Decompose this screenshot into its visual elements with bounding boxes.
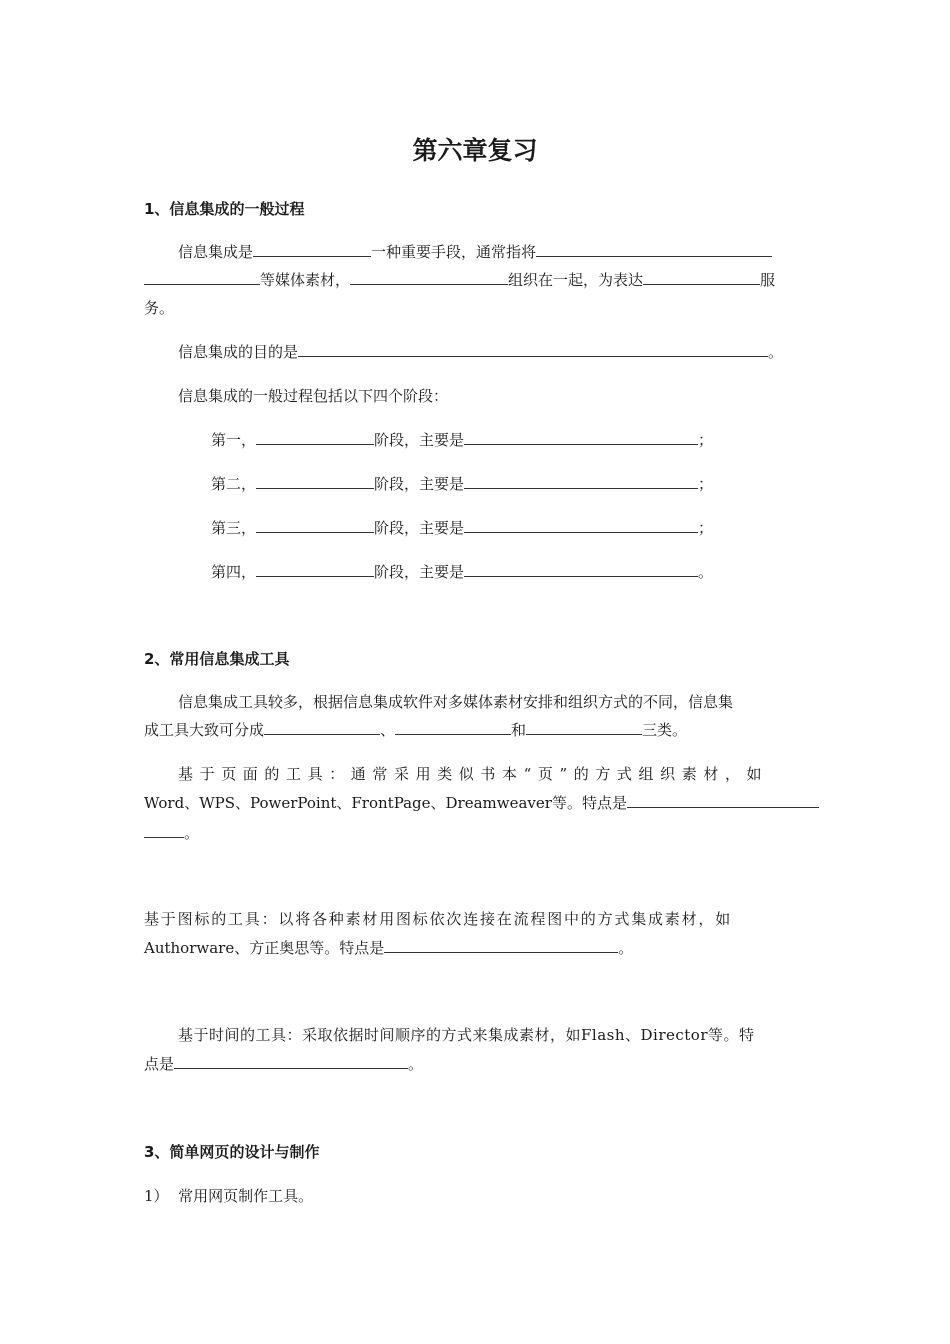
stage-line-4 [211, 561, 713, 583]
stage-line-3 [211, 517, 713, 539]
text: 。 [698, 563, 714, 581]
text: 点是 [144, 1055, 175, 1073]
blank-type-2 [395, 719, 511, 735]
text: 。 [184, 824, 200, 842]
text: 阶段，主要是 [374, 431, 465, 449]
blank-stage-desc [464, 517, 698, 533]
text: Word、WPS、PowerPoint、FrontPage、Dreamweaver等。特点是 [144, 794, 627, 812]
time-based-tools-line-1: 基于时间的工具：采取依据时间顺序的方式来集成素材，如Flash、Director等。特 [178, 1026, 755, 1044]
text: ； [698, 431, 714, 449]
sec1-paragraph-1-line-2 [144, 269, 775, 291]
text: 。 [618, 939, 634, 957]
stage-label: 第四， [211, 563, 257, 581]
sec1-paragraph-3: 信息集成的一般过程包括以下四个阶段： [178, 387, 449, 405]
blank-icon-based-feature [384, 937, 618, 953]
text: 、 [380, 721, 396, 739]
blank-page-based-feature [627, 792, 819, 808]
blank-page-based-feature-cont [144, 822, 184, 838]
icon-based-tools-line-2 [144, 937, 633, 959]
stage-label: 第一， [211, 431, 257, 449]
stage-line-1 [211, 429, 713, 451]
section-3-heading: 3、简单网页的设计与制作 [144, 1143, 320, 1161]
text: 。 [768, 343, 784, 361]
text: 信息集成是 [178, 243, 254, 261]
blank-time-based-feature [174, 1053, 408, 1069]
sec1-paragraph-2 [178, 341, 783, 363]
blank-type-3 [526, 719, 642, 735]
sec1-paragraph-1-line-3: 务。 [144, 299, 175, 317]
text: 和 [511, 721, 527, 739]
blank-stage-desc [464, 429, 698, 445]
blank-type-1 [264, 719, 380, 735]
text: 。 [408, 1055, 424, 1073]
text: 等媒体素材， [260, 271, 351, 289]
text: 成工具大致可分成 [144, 721, 265, 739]
blank-stage-desc [464, 473, 698, 489]
section-2-heading: 2、常用信息集成工具 [144, 650, 290, 668]
text: ； [698, 475, 714, 493]
blank-purpose [298, 341, 768, 357]
text: ； [698, 519, 714, 537]
text: Authorware、方正奥思等。特点是 [144, 939, 385, 957]
text: 服 [760, 271, 776, 289]
blank-1 [253, 241, 371, 257]
blank-stage-name [256, 429, 374, 445]
blank-5 [643, 269, 760, 285]
page-title: 第六章复习 [412, 136, 538, 165]
text: 阶段，主要是 [374, 563, 465, 581]
blank-3 [144, 269, 260, 285]
page-based-tools-line-1: 基于页面的工具：通常采用类似书本“页”的方式组织素材，如 [178, 765, 769, 783]
page-based-tools-line-3 [144, 822, 199, 844]
text: 组织在一起，为表达 [508, 271, 644, 289]
text: 一种重要手段，通常指将 [371, 243, 537, 261]
blank-stage-name [256, 517, 374, 533]
time-based-tools-line-2 [144, 1053, 423, 1075]
text: 信息集成的目的是 [178, 343, 299, 361]
blank-stage-desc [464, 561, 698, 577]
blank-stage-name [256, 473, 374, 489]
text: 三类。 [642, 721, 688, 739]
page-based-tools-line-2 [144, 792, 819, 814]
sec1-paragraph-1-line-1 [178, 241, 772, 263]
sec2-paragraph-1-line-1: 信息集成工具较多，根据信息集成软件对多媒体素材安排和组织方式的不同，信息集 [178, 693, 734, 711]
text: 阶段，主要是 [374, 475, 465, 493]
stage-label: 第二， [211, 475, 257, 493]
blank-2 [536, 241, 772, 257]
text: 阶段，主要是 [374, 519, 465, 537]
icon-based-tools-line-1: 基于图标的工具：以将各种素材用图标依次连接在流程图中的方式集成素材，如 [144, 910, 733, 928]
blank-4 [350, 269, 508, 285]
stage-line-2 [211, 473, 713, 495]
blank-stage-name [256, 561, 374, 577]
sec2-paragraph-1-line-2 [144, 719, 687, 741]
stage-label: 第三， [211, 519, 257, 537]
section-1-heading: 1、信息集成的一般过程 [144, 200, 305, 218]
sec3-item-1: 1） 常用网页制作工具。 [144, 1187, 314, 1205]
